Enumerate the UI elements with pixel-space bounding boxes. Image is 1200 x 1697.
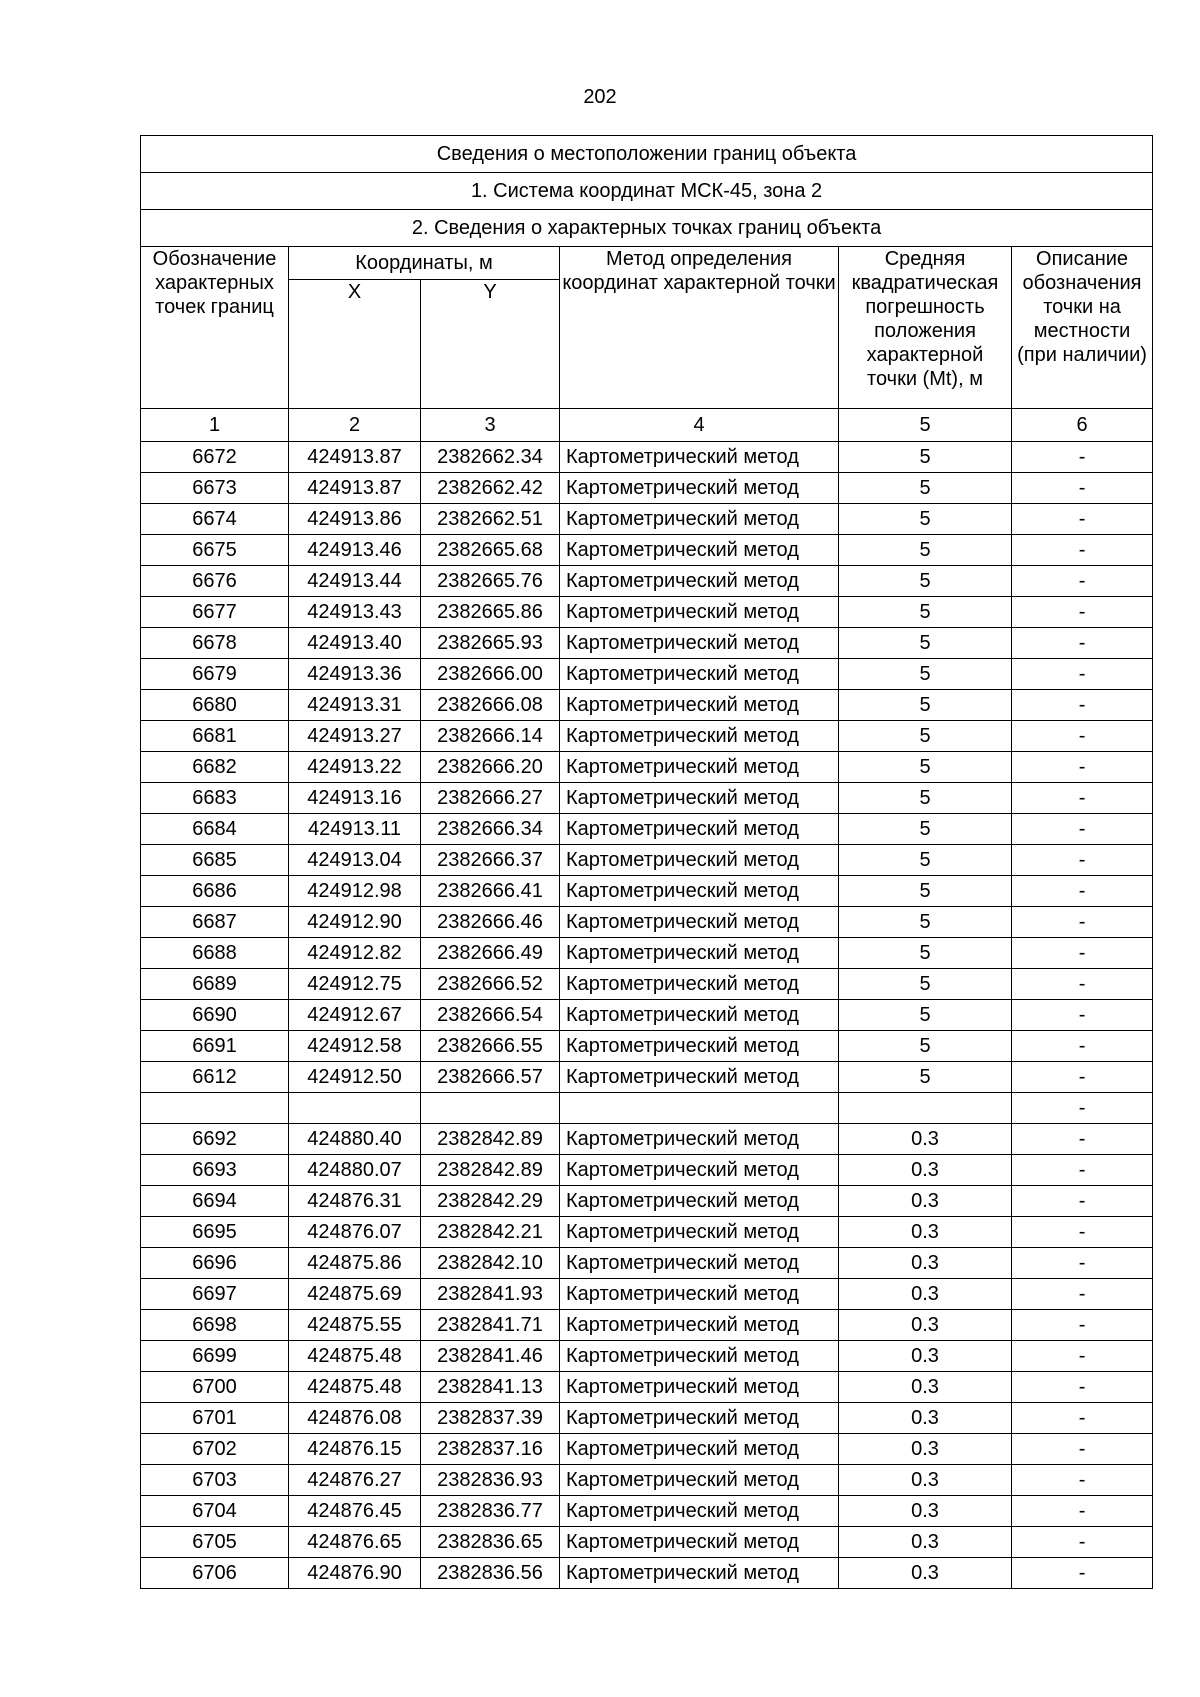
cell-y: 2382842.10 (421, 1248, 560, 1279)
cell-point-id: 6689 (141, 969, 289, 1000)
cell-point-id: 6680 (141, 690, 289, 721)
cell-point-id: 6679 (141, 659, 289, 690)
cell-method: Картометрический метод (560, 1310, 839, 1341)
cell-y: 2382836.93 (421, 1465, 560, 1496)
cell-y: 2382666.41 (421, 876, 560, 907)
cell-y: 2382666.57 (421, 1062, 560, 1093)
cell-x: 424880.40 (289, 1124, 421, 1155)
cell-y: 2382666.34 (421, 814, 560, 845)
cell-point-id: 6672 (141, 442, 289, 473)
cell-description: - (1012, 442, 1153, 473)
table-row (141, 1558, 1153, 1589)
cell-x: 424876.45 (289, 1496, 421, 1527)
cell-x: 424876.65 (289, 1527, 421, 1558)
cell-method: Картометрический метод (560, 1403, 839, 1434)
table-row (141, 566, 1153, 597)
cell-error: 5 (839, 1000, 1012, 1031)
cell-point-id: 6676 (141, 566, 289, 597)
table-row (141, 659, 1153, 690)
cell-method: Картометрический метод (560, 1279, 839, 1310)
table-row (141, 1124, 1153, 1155)
cell-point-id: 6674 (141, 504, 289, 535)
cell-point-id: 6691 (141, 1031, 289, 1062)
cell-point-id: 6678 (141, 628, 289, 659)
cell-x: 424913.87 (289, 473, 421, 504)
cell-y: 2382666.00 (421, 659, 560, 690)
cell-description: - (1012, 721, 1153, 752)
header-method: Метод определения координат характерной точки (560, 247, 839, 409)
cell-point-id: 6673 (141, 473, 289, 504)
cell-method (560, 1093, 839, 1124)
cell-error: 5 (839, 1031, 1012, 1062)
cell-y: 2382666.54 (421, 1000, 560, 1031)
cell-description: - (1012, 1496, 1153, 1527)
cell-method: Картометрический метод (560, 721, 839, 752)
cell-x: 424913.16 (289, 783, 421, 814)
header-coordinates: Координаты, м (289, 247, 560, 280)
cell-method: Картометрический метод (560, 814, 839, 845)
cell-error: 0.3 (839, 1124, 1012, 1155)
cell-error: 5 (839, 473, 1012, 504)
table-row (141, 1496, 1153, 1527)
cell-y: 2382836.65 (421, 1527, 560, 1558)
cell-method: Картометрический метод (560, 1186, 839, 1217)
cell-point-id: 6612 (141, 1062, 289, 1093)
cell-description: - (1012, 473, 1153, 504)
cell-x: 424876.90 (289, 1558, 421, 1589)
cell-point-id: 6683 (141, 783, 289, 814)
cell-point-id (141, 1093, 289, 1124)
cell-x: 424875.55 (289, 1310, 421, 1341)
cell-point-id: 6696 (141, 1248, 289, 1279)
cell-method: Картометрический метод (560, 597, 839, 628)
cell-description: - (1012, 752, 1153, 783)
cell-method: Картометрический метод (560, 442, 839, 473)
cell-x: 424912.82 (289, 938, 421, 969)
cell-error: 0.3 (839, 1496, 1012, 1527)
cell-y: 2382836.56 (421, 1558, 560, 1589)
column-number: 1 (141, 409, 289, 442)
table-row (141, 1434, 1153, 1465)
cell-description: - (1012, 1310, 1153, 1341)
cell-description: - (1012, 628, 1153, 659)
cell-point-id: 6701 (141, 1403, 289, 1434)
cell-error: 5 (839, 907, 1012, 938)
cell-error: 0.3 (839, 1465, 1012, 1496)
cell-point-id: 6698 (141, 1310, 289, 1341)
cell-method: Картометрический метод (560, 1558, 839, 1589)
table-title: Сведения о местоположении границ объекта (141, 136, 1153, 173)
table-row (141, 597, 1153, 628)
cell-description: - (1012, 566, 1153, 597)
cell-description: - (1012, 1217, 1153, 1248)
cell-point-id: 6684 (141, 814, 289, 845)
table-row (141, 907, 1153, 938)
cell-description: - (1012, 969, 1153, 1000)
cell-description: - (1012, 1372, 1153, 1403)
cell-method: Картометрический метод (560, 1000, 839, 1031)
cell-y: 2382666.52 (421, 969, 560, 1000)
cell-y: 2382665.93 (421, 628, 560, 659)
cell-error: 5 (839, 938, 1012, 969)
cell-method: Картометрический метод (560, 752, 839, 783)
cell-x: 424912.75 (289, 969, 421, 1000)
cell-y: 2382666.55 (421, 1031, 560, 1062)
cell-point-id: 6682 (141, 752, 289, 783)
cell-description: - (1012, 1434, 1153, 1465)
cell-error: 0.3 (839, 1310, 1012, 1341)
cell-x: 424875.48 (289, 1372, 421, 1403)
cell-x (289, 1093, 421, 1124)
header-x: X (289, 280, 421, 409)
cell-method: Картометрический метод (560, 907, 839, 938)
table-row (141, 1465, 1153, 1496)
cell-method: Картометрический метод (560, 1217, 839, 1248)
cell-x: 424876.31 (289, 1186, 421, 1217)
cell-point-id: 6704 (141, 1496, 289, 1527)
table-row (141, 1279, 1153, 1310)
cell-description: - (1012, 1031, 1153, 1062)
cell-description: - (1012, 1403, 1153, 1434)
cell-point-id: 6688 (141, 938, 289, 969)
table-row (141, 628, 1153, 659)
cell-description: - (1012, 1558, 1153, 1589)
cell-error: 0.3 (839, 1155, 1012, 1186)
cell-x: 424912.90 (289, 907, 421, 938)
table-row (141, 1062, 1153, 1093)
table-row (141, 721, 1153, 752)
cell-x: 424875.48 (289, 1341, 421, 1372)
cell-error: 5 (839, 969, 1012, 1000)
cell-point-id: 6699 (141, 1341, 289, 1372)
cell-error: 5 (839, 876, 1012, 907)
cell-x: 424912.98 (289, 876, 421, 907)
cell-error: 0.3 (839, 1403, 1012, 1434)
header-designation: Обозначение характерных точек границ (141, 247, 289, 409)
cell-method: Картометрический метод (560, 969, 839, 1000)
column-number: 4 (560, 409, 839, 442)
cell-method: Картометрический метод (560, 1496, 839, 1527)
cell-error: 5 (839, 690, 1012, 721)
column-number-row (141, 409, 1153, 442)
cell-description: - (1012, 1341, 1153, 1372)
cell-error: 5 (839, 783, 1012, 814)
cell-y: 2382665.76 (421, 566, 560, 597)
cell-error: 0.3 (839, 1372, 1012, 1403)
cell-error: 5 (839, 628, 1012, 659)
cell-y: 2382842.89 (421, 1155, 560, 1186)
cell-x: 424913.11 (289, 814, 421, 845)
cell-x: 424875.69 (289, 1279, 421, 1310)
table-row (141, 690, 1153, 721)
cell-point-id: 6687 (141, 907, 289, 938)
cell-point-id: 6692 (141, 1124, 289, 1155)
cell-point-id: 6693 (141, 1155, 289, 1186)
cell-y: 2382841.46 (421, 1341, 560, 1372)
cell-error: 5 (839, 504, 1012, 535)
cell-x: 424913.87 (289, 442, 421, 473)
cell-description: - (1012, 1000, 1153, 1031)
cell-description: - (1012, 783, 1153, 814)
table-row (141, 535, 1153, 566)
cell-method: Картометрический метод (560, 566, 839, 597)
cell-x: 424913.04 (289, 845, 421, 876)
cell-x: 424913.43 (289, 597, 421, 628)
column-number: 5 (839, 409, 1012, 442)
table-row (141, 1186, 1153, 1217)
cell-method: Картометрический метод (560, 783, 839, 814)
cell-point-id: 6694 (141, 1186, 289, 1217)
cell-error (839, 1093, 1012, 1124)
cell-x: 424912.58 (289, 1031, 421, 1062)
cell-method: Картометрический метод (560, 1434, 839, 1465)
cell-error: 5 (839, 535, 1012, 566)
cell-y: 2382662.51 (421, 504, 560, 535)
cell-y: 2382666.46 (421, 907, 560, 938)
coordinate-system-title: 1. Система координат МСК-45, зона 2 (141, 173, 1153, 210)
cell-error: 0.3 (839, 1217, 1012, 1248)
table-row (141, 969, 1153, 1000)
table-row (141, 1000, 1153, 1031)
table-row (141, 1217, 1153, 1248)
cell-description: - (1012, 1062, 1153, 1093)
cell-point-id: 6686 (141, 876, 289, 907)
cell-error: 5 (839, 566, 1012, 597)
cell-point-id: 6706 (141, 1558, 289, 1589)
cell-y: 2382665.86 (421, 597, 560, 628)
points-section-title: 2. Сведения о характерных точках границ объекта (141, 210, 1153, 247)
column-number: 6 (1012, 409, 1153, 442)
cell-error: 5 (839, 814, 1012, 845)
table-row (141, 1248, 1153, 1279)
table-row (141, 1403, 1153, 1434)
cell-description: - (1012, 1124, 1153, 1155)
cell-method: Картометрический метод (560, 1155, 839, 1186)
cell-x: 424880.07 (289, 1155, 421, 1186)
cell-description: - (1012, 504, 1153, 535)
cell-error: 5 (839, 442, 1012, 473)
table-row (141, 1341, 1153, 1372)
table-row (141, 1031, 1153, 1062)
cell-method: Картометрический метод (560, 628, 839, 659)
table-row (141, 752, 1153, 783)
cell-error: 0.3 (839, 1434, 1012, 1465)
cell-point-id: 6705 (141, 1527, 289, 1558)
header-error: Средняя квадратическая погрешность положения характерной точки (Mt), м (839, 247, 1012, 409)
table-row (141, 876, 1153, 907)
cell-error: 0.3 (839, 1341, 1012, 1372)
cell-x: 424913.46 (289, 535, 421, 566)
cell-x: 424913.36 (289, 659, 421, 690)
cell-description: - (1012, 1248, 1153, 1279)
cell-y: 2382666.49 (421, 938, 560, 969)
cell-point-id: 6700 (141, 1372, 289, 1403)
cell-point-id: 6697 (141, 1279, 289, 1310)
cell-y: 2382841.71 (421, 1310, 560, 1341)
cell-error: 0.3 (839, 1279, 1012, 1310)
cell-error: 0.3 (839, 1248, 1012, 1279)
cell-y: 2382666.37 (421, 845, 560, 876)
cell-description: - (1012, 1093, 1153, 1124)
cell-method: Картометрический метод (560, 659, 839, 690)
cell-y: 2382666.14 (421, 721, 560, 752)
cell-x: 424913.27 (289, 721, 421, 752)
cell-method: Картометрический метод (560, 1465, 839, 1496)
table-row (141, 1155, 1153, 1186)
cell-y: 2382841.93 (421, 1279, 560, 1310)
cell-description: - (1012, 876, 1153, 907)
cell-method: Картометрический метод (560, 1124, 839, 1155)
cell-method: Картометрический метод (560, 876, 839, 907)
header-description: Описание обозначения точки на местности (при наличии) (1012, 247, 1153, 409)
table-row (141, 504, 1153, 535)
cell-point-id: 6675 (141, 535, 289, 566)
cell-error: 5 (839, 845, 1012, 876)
cell-description: - (1012, 907, 1153, 938)
cell-method: Картометрический метод (560, 938, 839, 969)
cell-point-id: 6703 (141, 1465, 289, 1496)
cell-method: Картометрический метод (560, 690, 839, 721)
cell-x: 424912.67 (289, 1000, 421, 1031)
cell-x: 424913.40 (289, 628, 421, 659)
cell-point-id: 6681 (141, 721, 289, 752)
cell-method: Картометрический метод (560, 845, 839, 876)
table-row (141, 473, 1153, 504)
cell-method: Картометрический метод (560, 535, 839, 566)
cell-method: Картометрический метод (560, 473, 839, 504)
cell-description: - (1012, 845, 1153, 876)
table-row (141, 1527, 1153, 1558)
cell-description: - (1012, 1527, 1153, 1558)
page-number: 202 (583, 86, 617, 108)
cell-error: 5 (839, 752, 1012, 783)
cell-method: Картометрический метод (560, 1062, 839, 1093)
cell-y: 2382837.39 (421, 1403, 560, 1434)
table-row (141, 1093, 1153, 1124)
cell-x: 424913.31 (289, 690, 421, 721)
cell-y: 2382662.42 (421, 473, 560, 504)
cell-x: 424876.08 (289, 1403, 421, 1434)
cell-description: - (1012, 1465, 1153, 1496)
cell-y: 2382842.21 (421, 1217, 560, 1248)
cell-method: Картометрический метод (560, 1527, 839, 1558)
cell-description: - (1012, 1279, 1153, 1310)
cell-method: Картометрический метод (560, 1341, 839, 1372)
cell-point-id: 6685 (141, 845, 289, 876)
cell-error: 0.3 (839, 1558, 1012, 1589)
table-row (141, 814, 1153, 845)
cell-x: 424912.50 (289, 1062, 421, 1093)
cell-error: 5 (839, 659, 1012, 690)
cell-description: - (1012, 1155, 1153, 1186)
table-row (141, 442, 1153, 473)
cell-point-id: 6690 (141, 1000, 289, 1031)
cell-y: 2382837.16 (421, 1434, 560, 1465)
cell-point-id: 6702 (141, 1434, 289, 1465)
table-row (141, 845, 1153, 876)
cell-point-id: 6695 (141, 1217, 289, 1248)
cell-x: 424913.44 (289, 566, 421, 597)
cell-x: 424913.86 (289, 504, 421, 535)
cell-y: 2382836.77 (421, 1496, 560, 1527)
cell-method: Картометрический метод (560, 1248, 839, 1279)
cell-y: 2382842.29 (421, 1186, 560, 1217)
table-row (141, 1372, 1153, 1403)
cell-error: 5 (839, 597, 1012, 628)
cell-error: 0.3 (839, 1527, 1012, 1558)
cell-x: 424876.07 (289, 1217, 421, 1248)
column-number: 2 (289, 409, 421, 442)
column-number: 3 (421, 409, 560, 442)
cell-description: - (1012, 938, 1153, 969)
boundary-points-table (140, 135, 1153, 1589)
cell-y: 2382665.68 (421, 535, 560, 566)
header-y: Y (421, 280, 560, 409)
cell-y: 2382666.27 (421, 783, 560, 814)
cell-y: 2382666.20 (421, 752, 560, 783)
cell-description: - (1012, 597, 1153, 628)
cell-description: - (1012, 690, 1153, 721)
table-row (141, 783, 1153, 814)
cell-point-id: 6677 (141, 597, 289, 628)
cell-description: - (1012, 535, 1153, 566)
cell-y: 2382841.13 (421, 1372, 560, 1403)
cell-x: 424876.27 (289, 1465, 421, 1496)
cell-description: - (1012, 659, 1153, 690)
cell-error: 5 (839, 721, 1012, 752)
cell-x: 424875.86 (289, 1248, 421, 1279)
table-row (141, 1310, 1153, 1341)
cell-method: Картометрический метод (560, 1372, 839, 1403)
table-row (141, 938, 1153, 969)
cell-method: Картометрический метод (560, 1031, 839, 1062)
cell-y: 2382662.34 (421, 442, 560, 473)
cell-x: 424913.22 (289, 752, 421, 783)
cell-x: 424876.15 (289, 1434, 421, 1465)
cell-description: - (1012, 814, 1153, 845)
cell-y: 2382842.89 (421, 1124, 560, 1155)
cell-y: 2382666.08 (421, 690, 560, 721)
cell-method: Картометрический метод (560, 504, 839, 535)
cell-y (421, 1093, 560, 1124)
cell-description: - (1012, 1186, 1153, 1217)
cell-error: 5 (839, 1062, 1012, 1093)
cell-error: 0.3 (839, 1186, 1012, 1217)
